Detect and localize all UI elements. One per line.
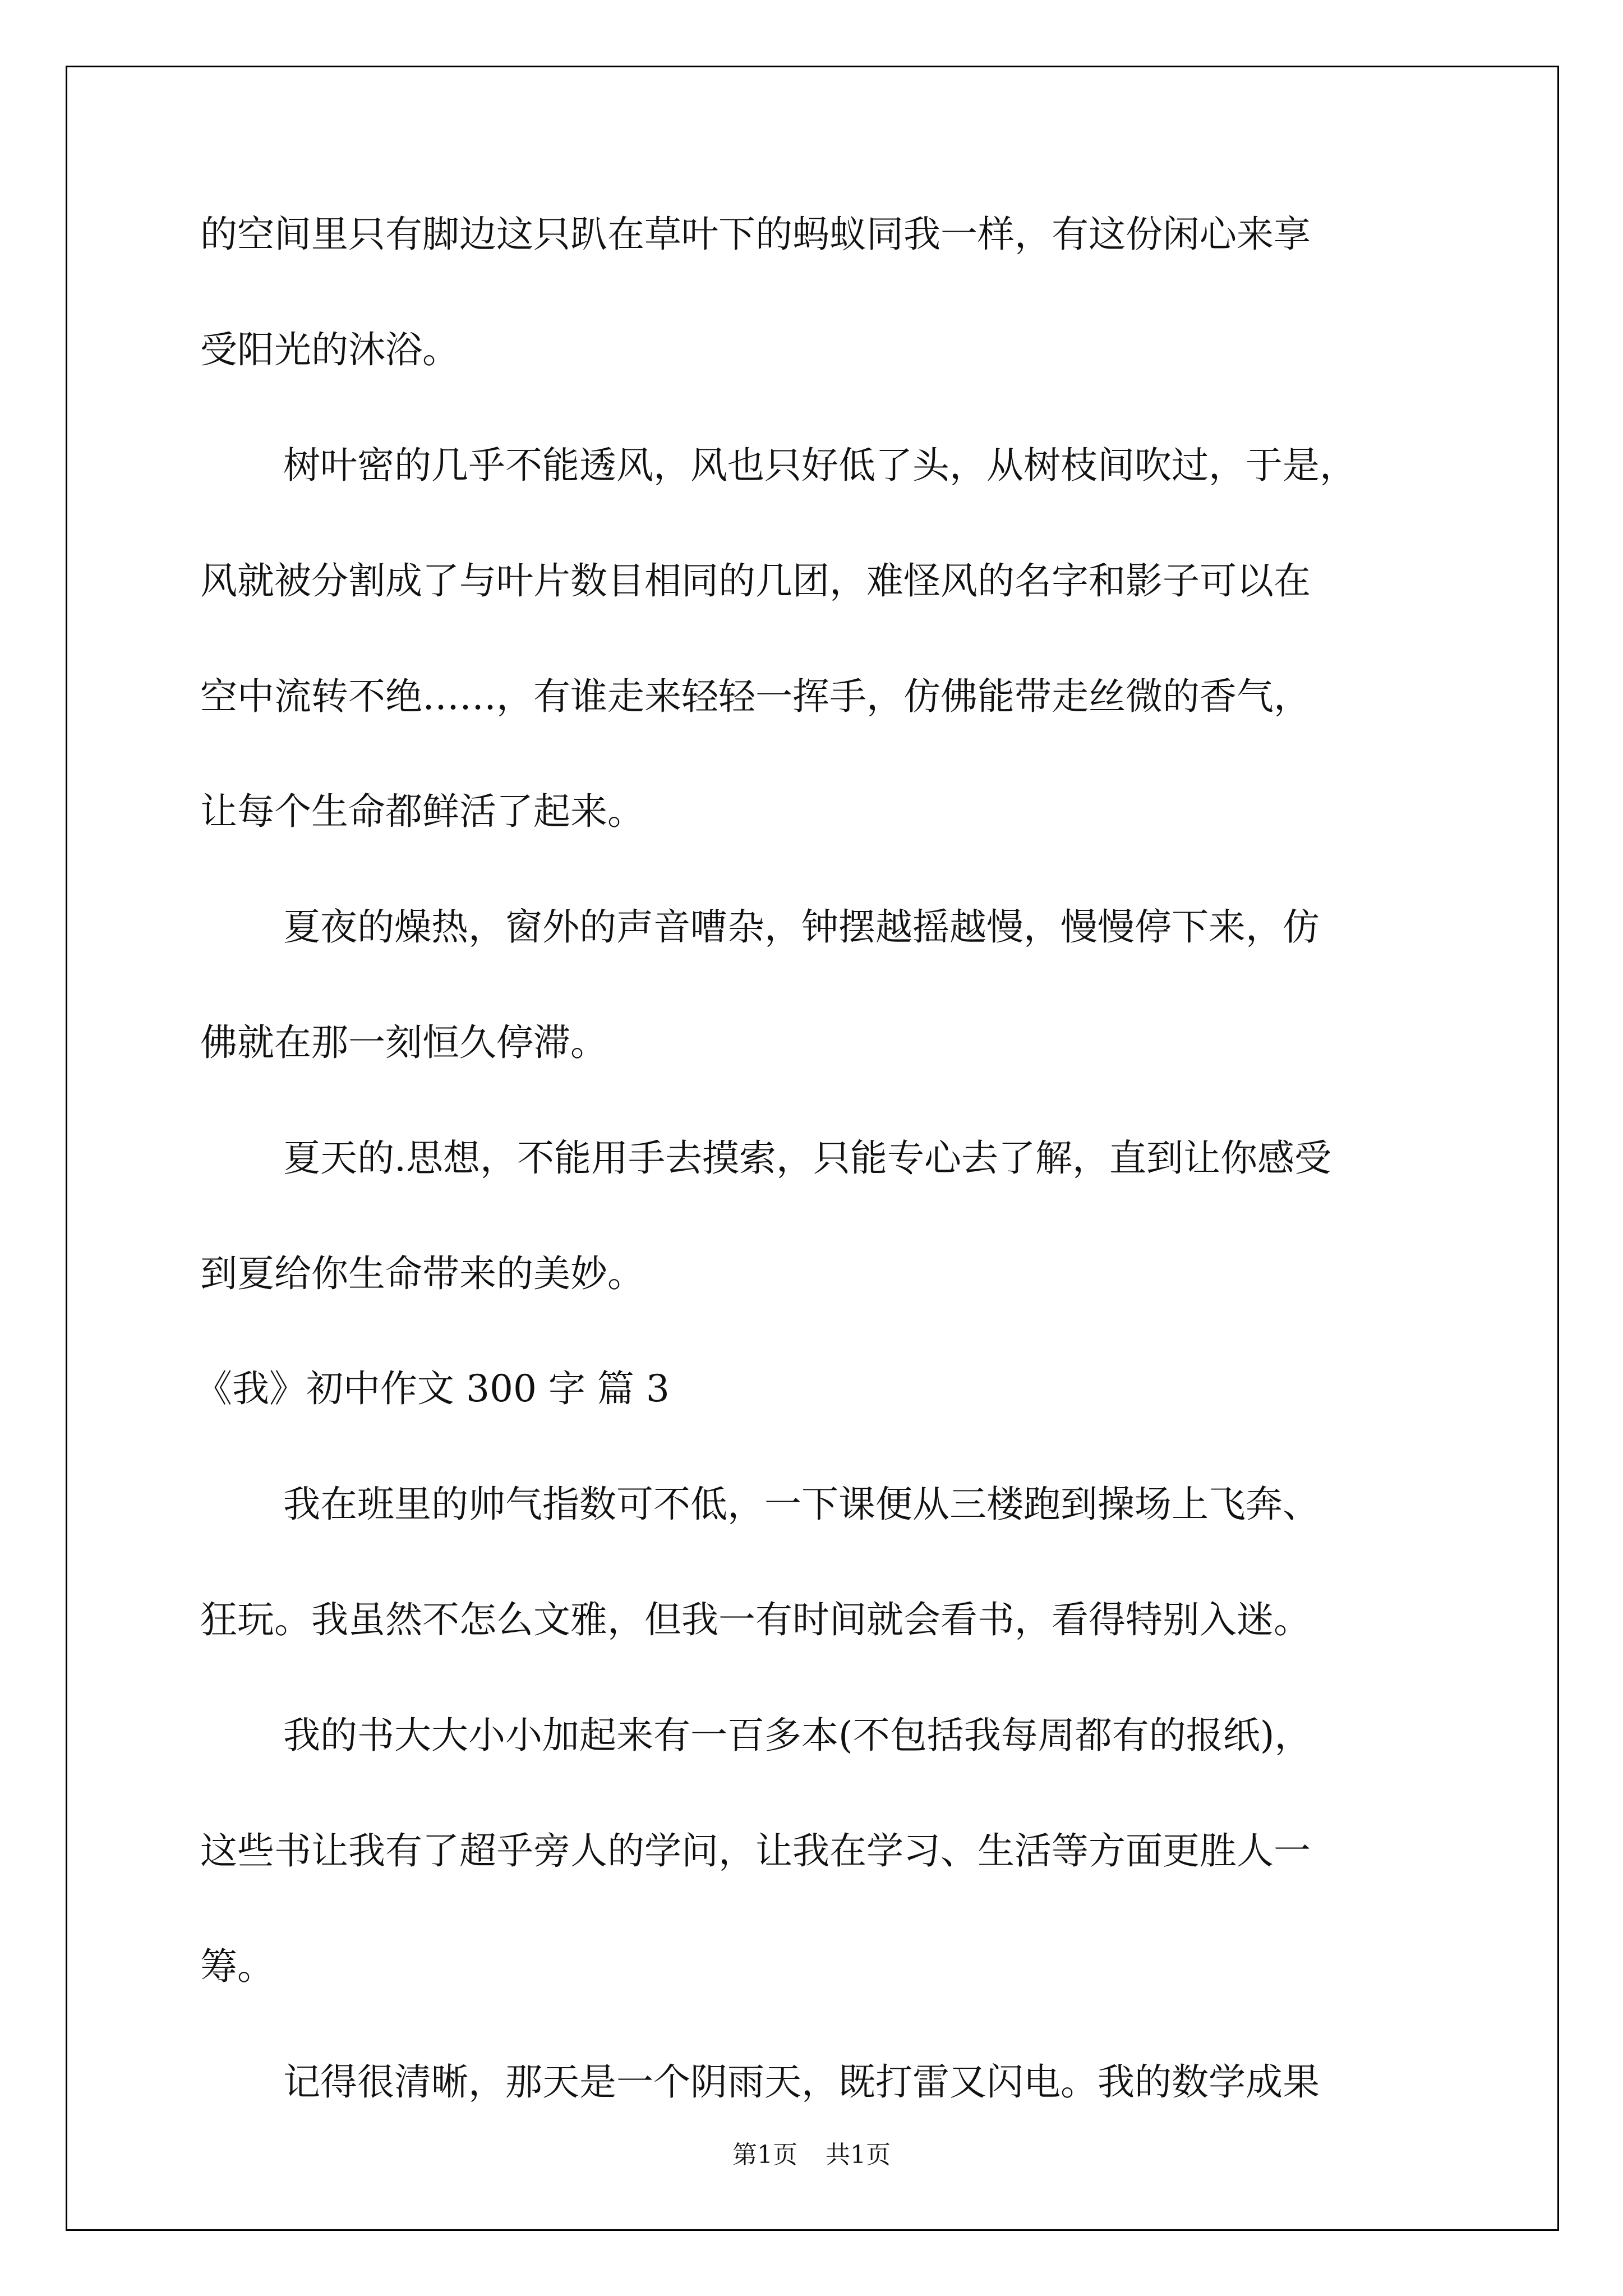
text-line: 狂玩。我虽然不怎么文雅，但我一有时间就会看书，看得特别入迷。 [200,1598,1311,1641]
text-line: 我在班里的帅气指数可不低，一下课便从三楼跑到操场上飞奔、 [283,1483,1320,1526]
page-total: 共1页 [826,2141,891,2169]
text-line: 筹。 [200,1945,274,1988]
text-line: 的空间里只有脚边这只趴在草叶下的蚂蚁同我一样，有这份闲心来享 [200,213,1311,256]
text-line: 这些书让我有了超乎旁人的学问，让我在学习、生活等方面更胜人一 [200,1829,1311,1872]
section-heading: 《我》初中作文 300 字 篇 3 [195,1367,670,1410]
page-footer [0,2134,1623,2170]
text-line: 到夏给你生命带来的美妙。 [200,1252,644,1295]
text-line: 受阳光的沐浴。 [200,328,459,371]
text-line: 佛就在那一刻恒久停滞。 [200,1021,607,1064]
text-line: 夏天的.思想，不能用手去摸索，只能专心去了解，直到让你感受 [283,1137,1331,1180]
text-line: 让每个生命都鲜活了起来。 [200,790,644,833]
text-line: 风就被分割成了与叶片数目相同的几团，难怪风的名字和影子可以在 [200,559,1311,602]
text-line: 夏夜的燥热，窗外的声音嘈杂，钟摆越摇越慢，慢慢停下来，仿 [283,905,1320,949]
text-line: 记得很清晰，那天是一个阴雨天，既打雷又闪电。我的数学成果 [283,2060,1320,2104]
text-line: 树叶密的几乎不能透风，风也只好低了头，从树枝间吹过，于是， [283,444,1357,487]
page-number: 第1页 [732,2141,797,2169]
text-line: 空中流转不绝……，有谁走来轻轻一挥手，仿佛能带走丝微的香气， [200,675,1311,718]
text-line: 我的书大大小小加起来有一百多本(不包括我每周都有的报纸)， [283,1714,1312,1757]
